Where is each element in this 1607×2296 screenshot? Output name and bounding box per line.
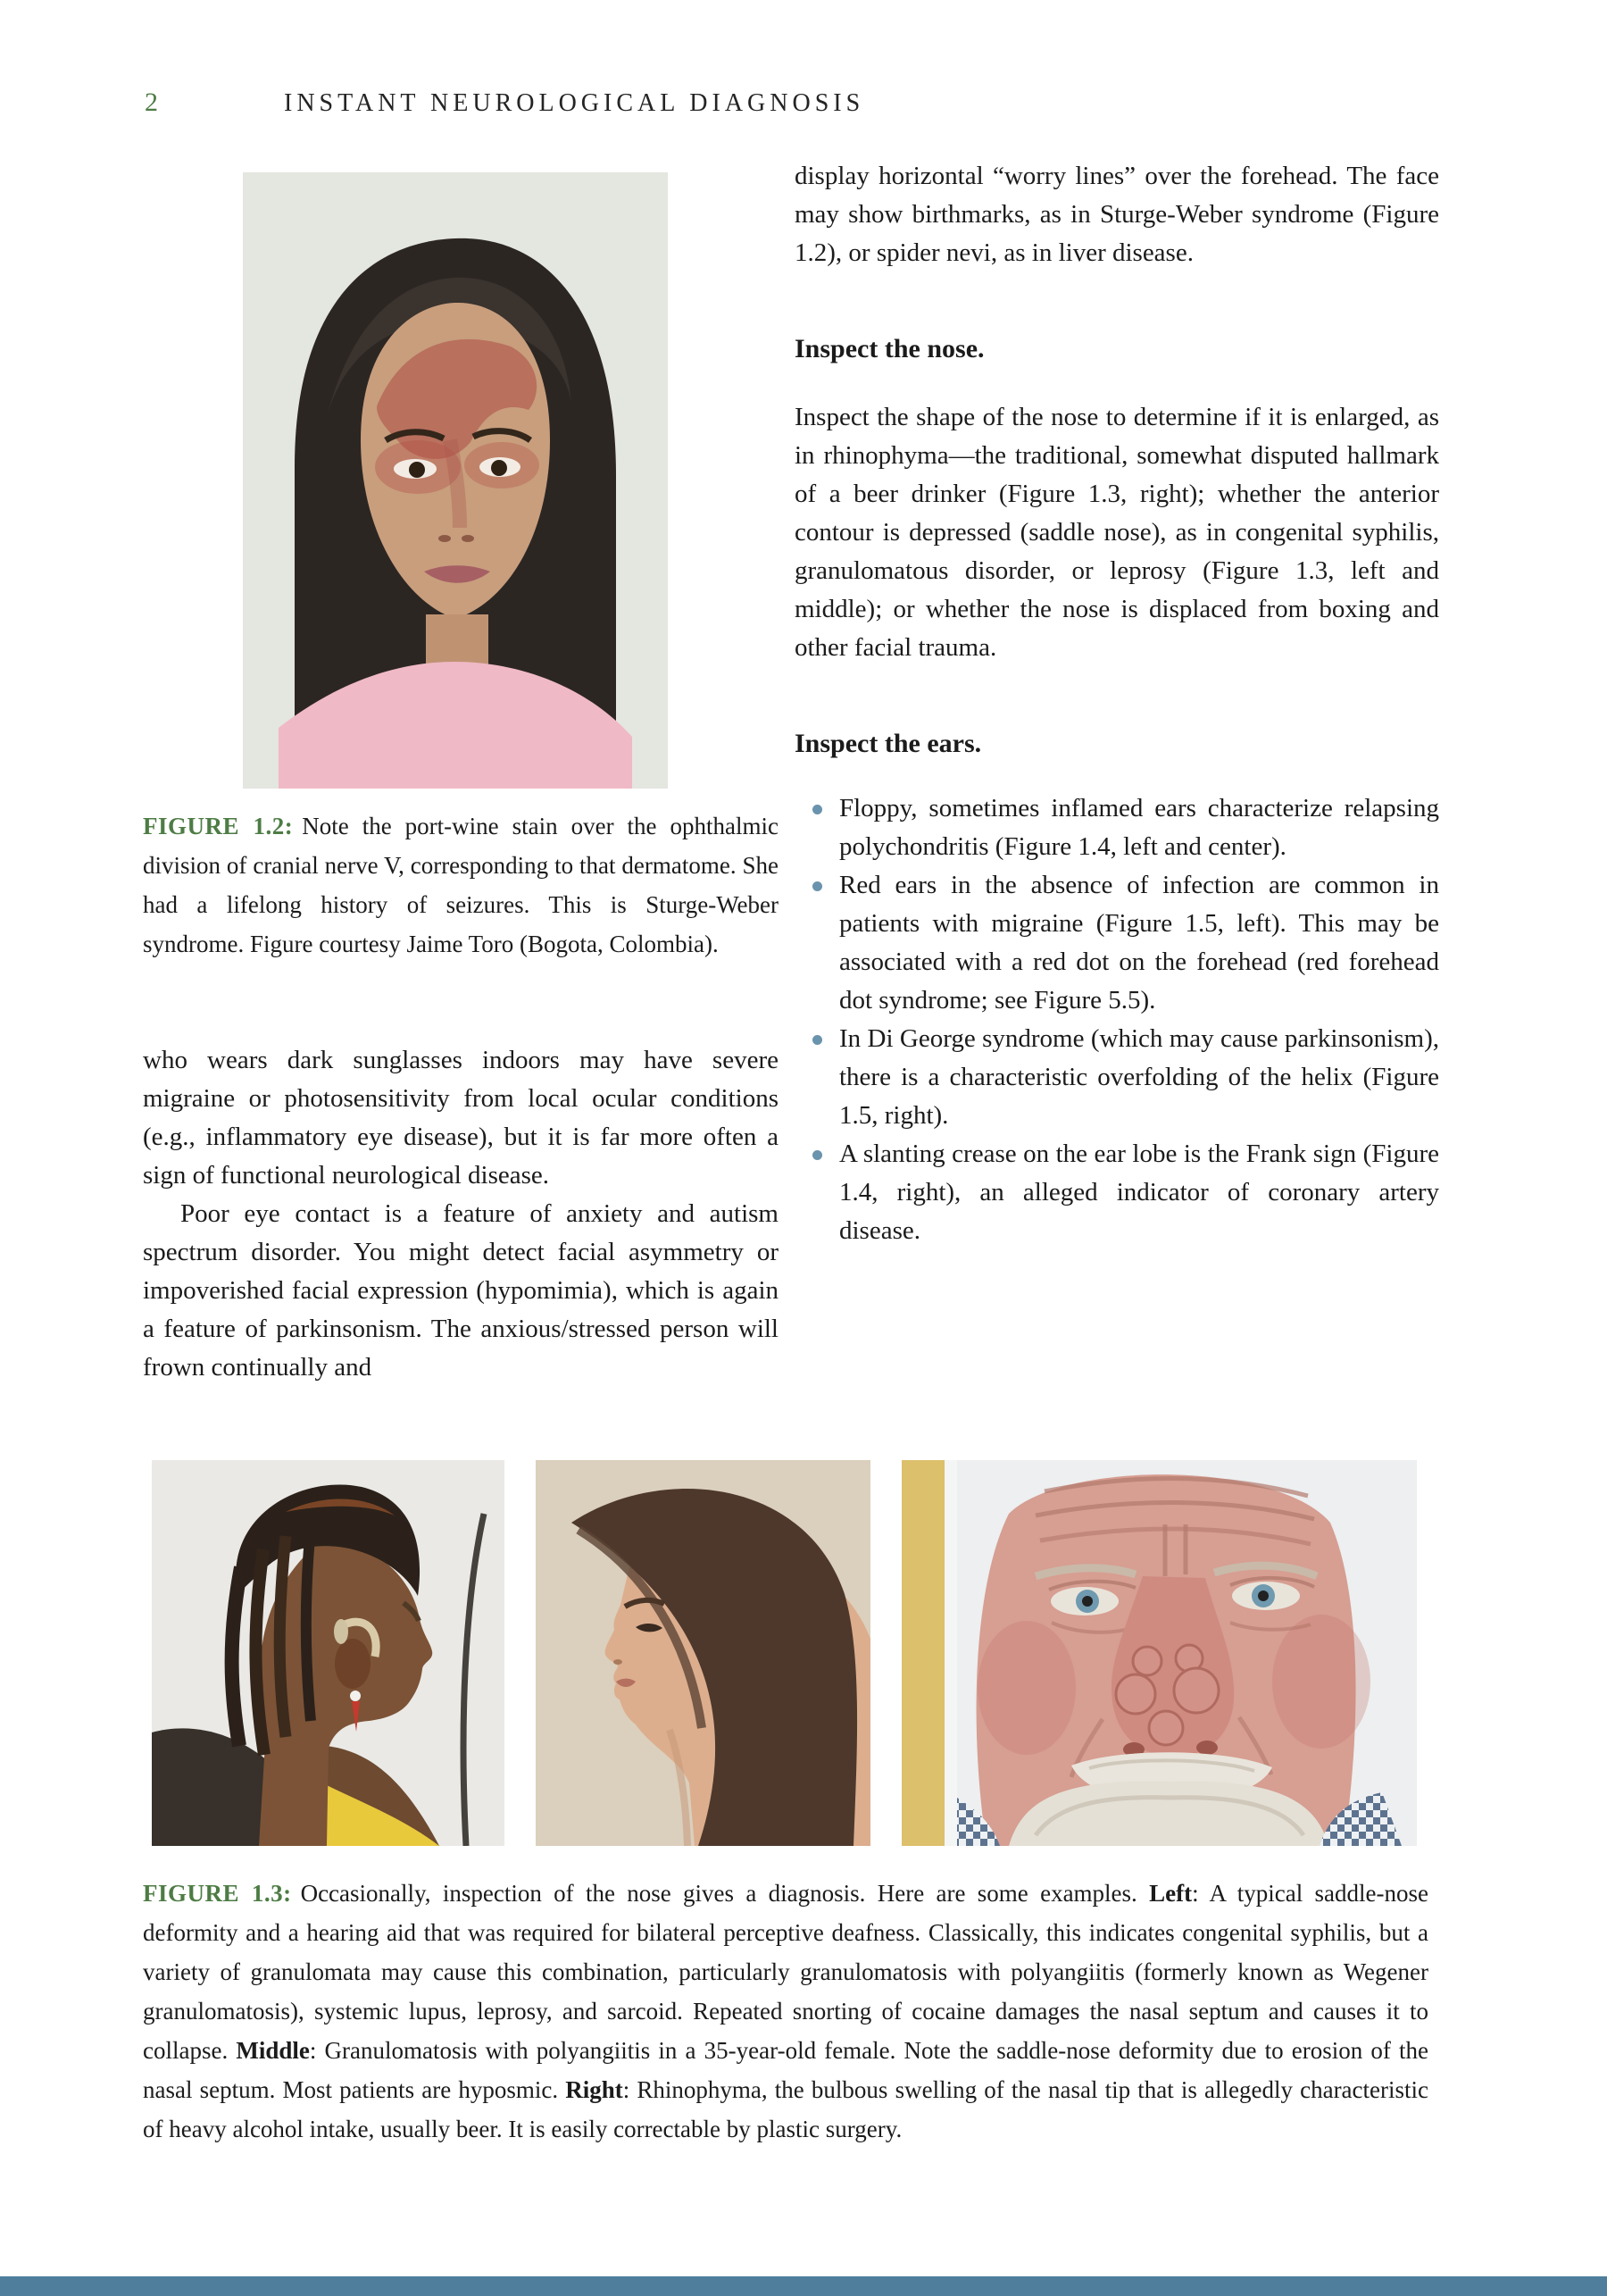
section-heading-nose: Inspect the nose.: [795, 334, 985, 363]
rhinophyma-illustration: [902, 1460, 1417, 1846]
body-paragraph: who wears dark sunglasses indoors may have severe migraine or photosensitivity from local ocular conditions (e.g., inflammatory eye disease), but it is far more often a sign of functional neurological disease.: [143, 1046, 779, 1190]
left-column: [143, 1041, 779, 1387]
saddle-nose-left-illustration: [152, 1460, 504, 1846]
list-item: [795, 1135, 1439, 1250]
section-heading-ears: Inspect the ears.: [795, 729, 982, 758]
ear-findings-list: [795, 789, 1439, 1250]
running-title: INSTANT NEUROLOGICAL DIAGNOSIS: [284, 89, 865, 117]
body-paragraph: display horizontal “worry lines” over the forehead. The face may show birthmarks, as in Sturge-Weber syndrome (Figure 1.2), or spider nevi, as in liver disease.: [795, 162, 1439, 267]
list-item-text: In Di George syndrome (which may cause parkinsonism), there is a characteristic overfolding of the helix (Figure 1.5, right).: [839, 1024, 1439, 1130]
body-paragraph: Poor eye contact is a feature of anxiety and autism spectrum disorder. You might detect facial asymmetry or impoverished facial expression (hypomimia), which is again a feature of parkinsonism. The anxious/stressed person will frown continually and: [143, 1199, 779, 1382]
saddle-nose-middle-illustration: [536, 1460, 870, 1846]
figure-1-2-caption: FIGURE 1.2: Note the port-wine stain over the ophthalmic division of cranial nerve V, corresponding to that dermatome. She had a lifelong history of seizures. This is Sturge-Weber syndrome. Figure courtesy Jaime Toro (Bogota, Colombia).: [143, 813, 779, 957]
list-item-text: Red ears in the absence of infection are common in patients with migraine (Figure 1.5, left). This may be associated with a red dot on the forehead (red forehead dot syndrome; see Figure 5.5).: [839, 871, 1439, 1014]
list-item-text: A slanting crease on the ear lobe is the Frank sign (Figure 1.4, right), an alleged indicator of coronary artery disease.: [839, 1140, 1439, 1245]
right-column: [795, 157, 1439, 1250]
figure-1-3-photo-right: [902, 1460, 1417, 1846]
list-item-text: Floppy, sometimes inflamed ears characterize relapsing polychondritis (Figure 1.4, left and center).: [839, 794, 1439, 861]
portrait-illustration: [243, 172, 668, 789]
bullet-dot-icon: [795, 866, 839, 891]
page-number: 2: [145, 88, 158, 117]
bullet-dot-icon: [795, 1135, 839, 1160]
bullet-dot-icon: [795, 1020, 839, 1045]
figure-1-3-photo-middle: [536, 1460, 870, 1846]
list-item: [795, 866, 1439, 1020]
figure-1-3-photo-left: [152, 1460, 504, 1846]
list-item: [795, 789, 1439, 866]
bullet-dot-icon: [795, 789, 839, 814]
figure-1-3-caption: FIGURE 1.3: Occasionally, inspection of the nose gives a diagnosis. Here are some examples. Left: A typical saddle-nose deformity and a hearing aid that was required for bilateral perceptive deafness. Classically, this indicates congenital syphilis, but a variety of granulomata may cause this combination, particularly granulomatosis with polyangiitis (formerly known as Wegener granulomatosis), systemic lupus, leprosy, and sarcoid. Repeated snorting of cocaine damages the nasal septum and causes it to collapse. Middle: Granulomatosis with polyangiitis in a 35-year-old female. Note the saddle-nose deformity due to erosion of the nasal septum. Most patients are hyposmic. Right: Rhinophyma, the bulbous swelling of the nasal tip that is allegedly characteristic of heavy alcohol intake, usually beer. It is easily correctable by plastic surgery.: [143, 1880, 1429, 2142]
figure-1-3-photo-row: [152, 1460, 1417, 1846]
list-item: [795, 1020, 1439, 1135]
footer-accent-bar: [0, 2276, 1607, 2296]
figure-1-2-photo: [243, 172, 668, 789]
body-paragraph: Inspect the shape of the nose to determine if it is enlarged, as in rhinophyma—the traditional, somewhat disputed hallmark of a beer drinker (Figure 1.3, right); whether the anterior contour is depressed (saddle nose), as in congenital syphilis, granulomatous disorder, or leprosy (Figure 1.3, left and middle); or whether the nose is displaced from boxing and other facial trauma.: [795, 403, 1439, 662]
